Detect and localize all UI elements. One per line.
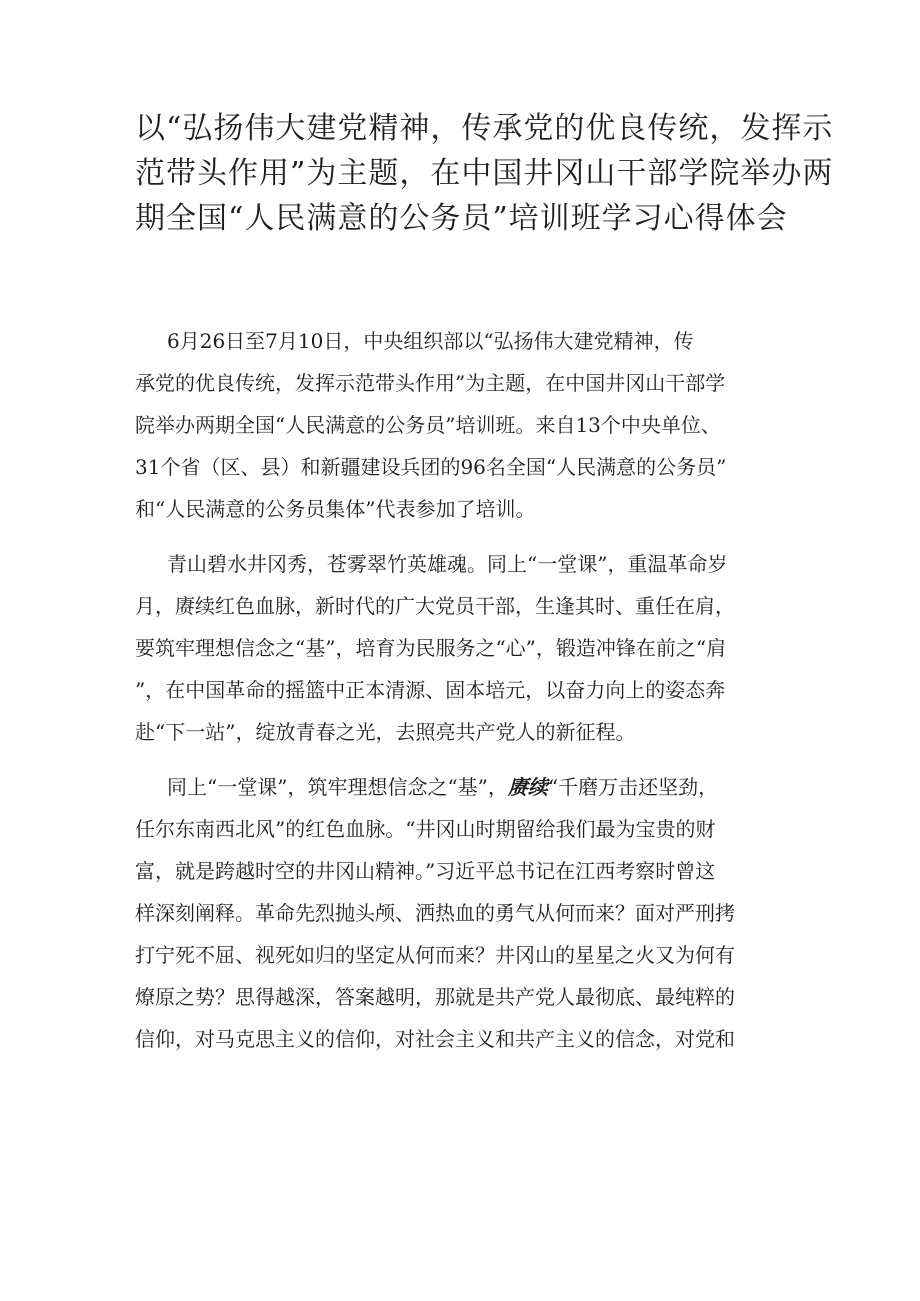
text-line: 信仰，对马克思主义的信仰，对社会主义和共产主义的信念，对党和 [135, 1027, 735, 1051]
text-line: 样深刻阐释。革命先烈抛头颅、洒热血的勇气从何而来？面对严刑拷 [135, 901, 735, 925]
text-line: 赴“下一站”，绽放青春之光，去照亮共产党人的新征程。 [135, 720, 636, 744]
text-line: 青山碧水井冈秀，苍雾翠竹英雄魂。同上“一堂课”，重温革命岁 [167, 552, 728, 576]
title-line: 以“弘扬伟大建党精神，传承党的优良传统，发挥示 [135, 111, 834, 146]
document-title [135, 106, 834, 241]
text-line: 月，赓续红色血脉，新时代的广大党员干部，生逢其时、重任在肩， [135, 594, 735, 618]
text-line: ”，在中国革命的摇篮中正本清源、固本培元，以奋力向上的姿态奔 [135, 678, 726, 702]
text-line: 要筑牢理想信念之“基”，培育为民服务之“心”，锻造冲锋在前之“肩 [135, 636, 727, 660]
text-line: 富，就是跨越时空的井冈山精神。”习近平总书记在江西考察时曾这 [135, 859, 716, 883]
paragraph-3 [135, 766, 795, 1060]
title-line: 范带头作用”为主题，在中国井冈山干部学院举办两 [135, 156, 834, 191]
text-line: 打宁死不屈、视死如归的坚定从何而来？井冈山的星星之火又为何有 [135, 943, 735, 967]
text-line: 和“人民满意的公务员集体”代表参加了培训。 [135, 497, 536, 521]
text-run: 同上“一堂课”，筑牢理想信念之“基”， [167, 775, 508, 799]
text-line: 承党的优良传统，发挥示范带头作用”为主题，在中国井冈山干部学 [135, 371, 726, 395]
text-line: 6月26日至7月10日，中央组织部以“弘扬伟大建党精神，传 [167, 329, 694, 353]
title-line: 期全国“人民满意的公务员”培训班学习心得体会 [135, 201, 788, 236]
emphasized-text: 赓续 [507, 775, 548, 799]
text-run: “千磨万击还坚劲， [547, 775, 719, 799]
text-line: 31个省（区、县）和新疆建设兵团的96名全国“人民满意的公务员” [135, 455, 727, 479]
paragraph-1 [135, 320, 795, 530]
text-line: 任尔东南西北风”的红色血脉。“井冈山时期留给我们最为宝贵的财 [135, 817, 716, 841]
document-body [135, 320, 795, 1073]
text-line: 燎原之势？思得越深，答案越明，那就是共产党人最彻底、最纯粹的 [135, 985, 735, 1009]
text-line: 院举办两期全国“人民满意的公务员”培训班。来自13个中央单位、 [135, 413, 721, 437]
text-line [135, 766, 795, 808]
paragraph-2 [135, 543, 795, 753]
